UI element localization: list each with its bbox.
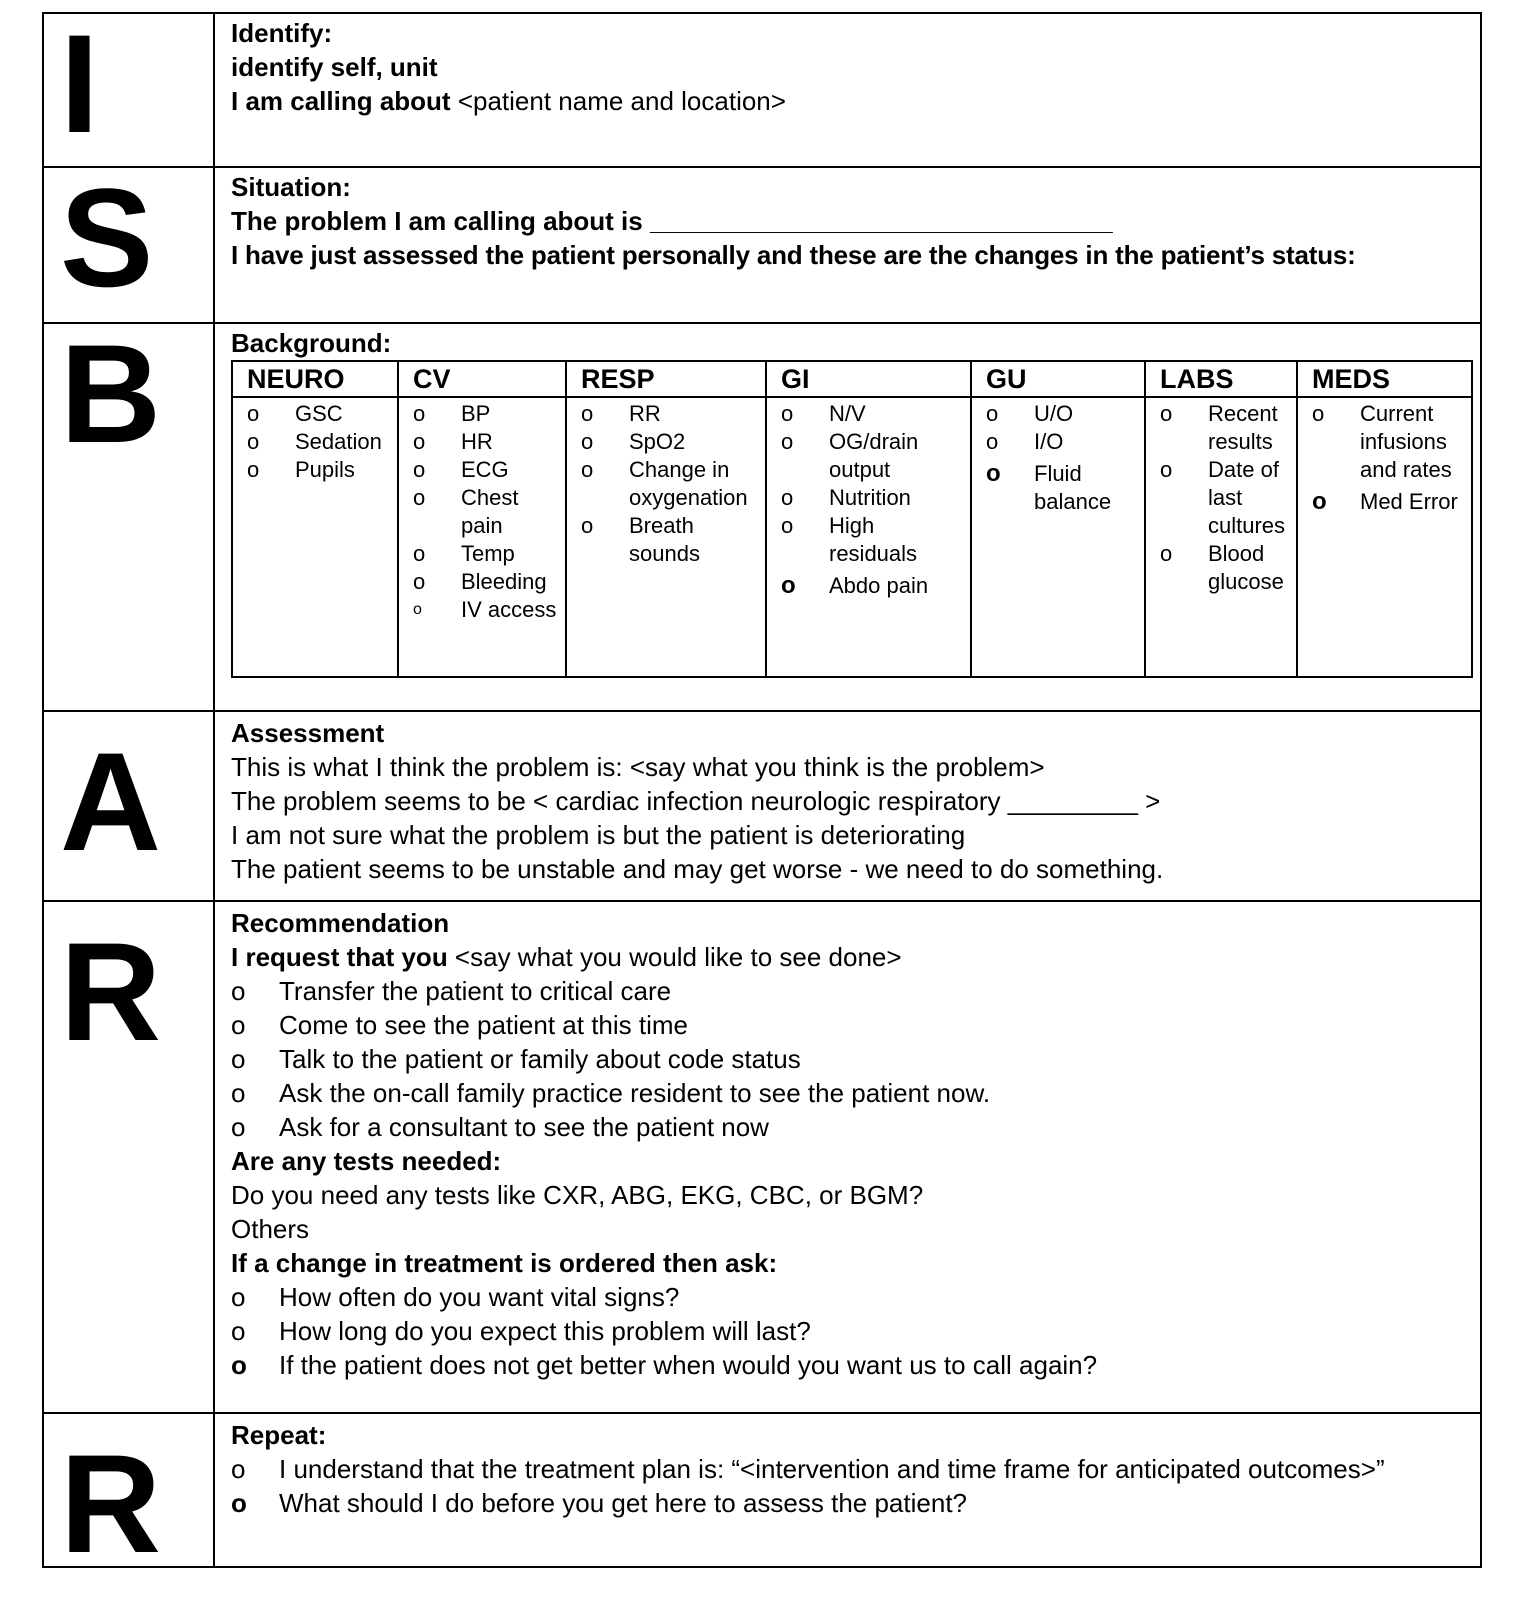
list-item: o Transfer the patient to critical care [231,976,672,1006]
list-item: o Med Error [1312,488,1458,515]
list-item: o I/O [986,429,1064,454]
repeat-letter: R [44,1414,215,1566]
identify-line2-bold: I am calling about [231,86,451,116]
recommendation-content [215,902,1480,1412]
situation-row [44,159,1480,322]
situation-line1: The problem I am calling about is ________________________________ [231,206,1113,236]
recommendation-heading: Recommendation [231,908,450,938]
list-item: o Breath sounds [581,513,700,566]
assessment-row [44,710,1480,900]
isbarr-form [42,5,1482,1582]
list-item: o Chest pain [413,485,519,538]
col-header-neuro: NEURO [232,361,398,397]
list-item: o Sedation [247,429,382,454]
list-item: o If the patient does not get better when would you want us to call again? [231,1350,1098,1380]
list-item: o High residuals [781,513,918,566]
situation-line2: I have just assessed the patient personally and these are the changes in the patient’s status: [231,240,1356,270]
list-item: o Come to see the patient at this time [231,1010,688,1040]
assessment-heading: Assessment [231,718,385,748]
tests-heading: Are any tests needed: [231,1146,502,1176]
col-cv [398,397,566,677]
background-row [44,315,1480,710]
list-item: o SpO2 [581,429,686,454]
list-item: o N/V [781,401,866,426]
col-header-gi: GI [766,361,971,397]
background-content [215,324,1489,710]
list-item: o Change in oxygenation [581,457,748,510]
repeat-content [215,1414,1480,1566]
col-gu [971,397,1145,677]
list-item: o Abdo pain [781,572,929,599]
background-table [231,360,1473,678]
col-neuro [232,397,398,677]
request-line: I request that you <say what you would like to see done> [231,942,902,972]
identify-row [44,5,1480,166]
tests-line: Do you need any tests like CXR, ABG, EKG, CBC, or BGM? [231,1180,924,1210]
col-resp [566,397,766,677]
list-item: o Bleeding [413,569,547,594]
identify-content [215,14,1480,166]
assessment-line: The patient seems to be unstable and may get worse - we need to do something. [231,854,1164,884]
recommendation-letter: R [44,902,215,1412]
list-item: o RR [581,401,661,426]
list-item: o U/O [986,401,1074,426]
change-heading: If a change in treatment is ordered then ask: [231,1248,778,1278]
identify-heading: Identify: [231,18,333,48]
assessment-line: This is what I think the problem is: <say what you think is the problem> [231,752,1045,782]
assessment-content [215,712,1480,900]
repeat-heading: Repeat: [231,1420,327,1450]
assessment-letter: A [44,712,215,900]
list-item: o Temp [413,541,515,566]
situation-heading: Situation: [231,172,351,202]
col-header-gu: GU [971,361,1145,397]
col-header-meds: MEDS [1297,361,1472,397]
recommendation-row [44,900,1480,1412]
col-meds [1297,397,1472,677]
situation-letter: S [44,168,215,322]
col-header-cv: CV [398,361,566,397]
list-item: o GSC [247,401,343,426]
identify-line2 [231,84,1464,118]
list-item: o Pupils [247,457,355,482]
list-item: o Ask for a consultant to see the patient now [231,1112,769,1142]
list-item: o How often do you want vital signs? [231,1282,680,1312]
col-gi [766,397,971,677]
list-item: o Ask the on-call family practice resident to see the patient now. [231,1078,991,1108]
background-letter: B [44,324,215,710]
assessment-line: The problem seems to be < cardiac infection neurologic respiratory _________ > [231,786,1161,816]
list-item: o OG/drain output [781,429,919,482]
assessment-line: I am not sure what the problem is but the patient is deteriorating [231,820,966,850]
list-item: o Blood glucose [1160,541,1284,594]
col-header-resp: RESP [566,361,766,397]
background-heading: Background: [231,328,392,358]
list-item: o ECG [413,457,509,482]
identify-letter: I [44,14,215,166]
list-item: o HR [413,429,493,454]
col-header-labs: LABS [1145,361,1297,397]
list-item: o BP [413,401,491,426]
list-item: o Recent results [1160,401,1278,454]
list-item: o IV access [413,597,557,622]
repeat-row [44,1412,1480,1582]
identify-line1: identify self, unit [231,52,438,82]
others-line: Others [231,1214,310,1244]
list-item: o I understand that the treatment plan is: “<intervention and time frame for anticipated outcomes>” [231,1454,1385,1484]
list-item: o Current infusions and rates [1312,401,1452,482]
list-item: o Date of last cultures [1160,457,1286,538]
list-item: o What should I do before you get here to assess the patient? [231,1488,967,1518]
list-item: o Talk to the patient or family about code status [231,1044,801,1074]
col-labs [1145,397,1297,677]
identify-line2-rest: <patient name and location> [450,86,786,116]
list-item: o Nutrition [781,485,911,510]
situation-content [215,168,1480,322]
list-item: o Fluid balance [986,460,1112,514]
list-item: o How long do you expect this problem will last? [231,1316,811,1346]
